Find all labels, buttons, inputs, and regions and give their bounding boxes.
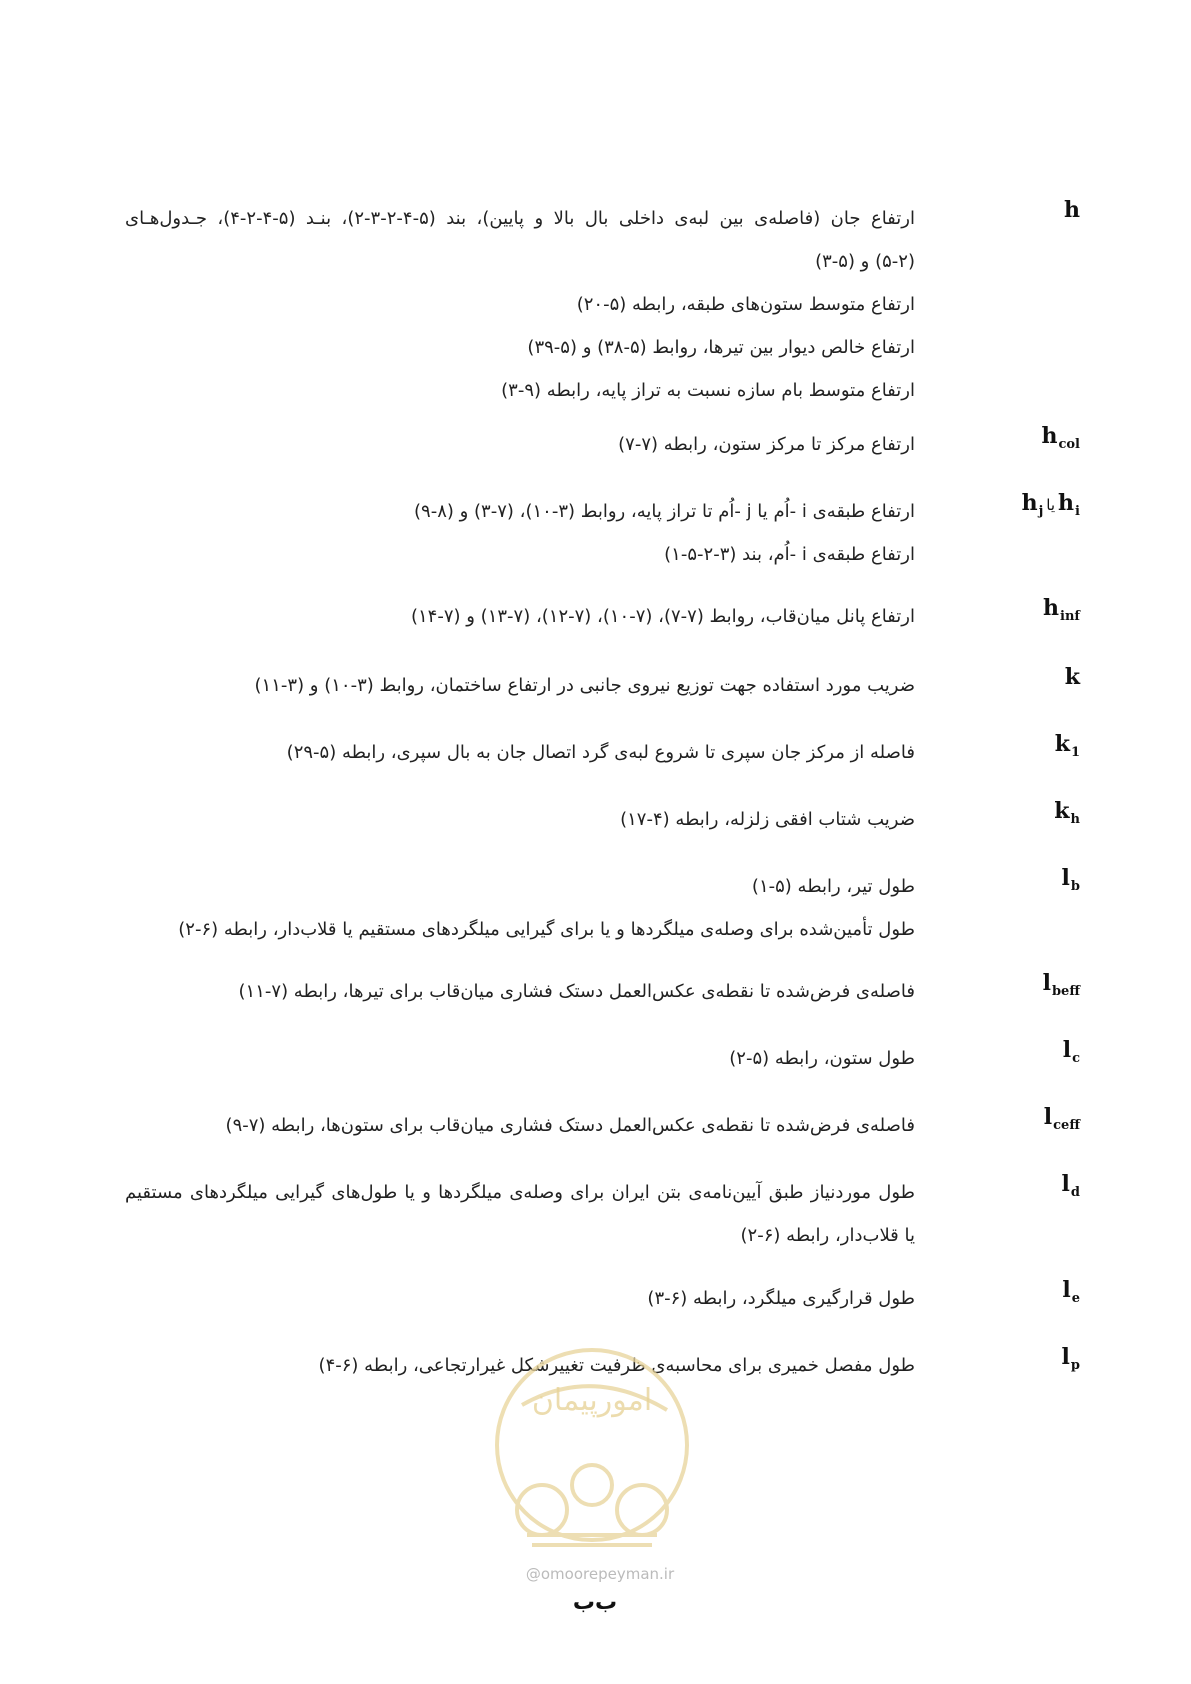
definition-line: ارتفاع خالص دیوار بین تیرها، روابط (۵-۳۸) و (۵-۳۹) <box>527 337 915 358</box>
definition <box>125 595 915 638</box>
symbol-entry <box>130 731 1080 791</box>
definition <box>125 1277 915 1320</box>
definition-line: ارتفاع پانل میان‌قاب، روابط (۷-۷)، (۷-۱۰)، (۷-۱۲)، (۷-۱۳) و (۷-۱۴) <box>410 606 915 627</box>
definition <box>125 664 915 707</box>
definition-line: ارتفاع مرکز تا مرکز ستون، رابطه (۷-۷) <box>618 434 915 455</box>
symbol: $k_h$ <box>1054 798 1080 827</box>
symbol-entry <box>130 595 1080 655</box>
symbol: $h_{inf}$ <box>1043 595 1080 624</box>
definition-line: ارتفاع طبقه‌ی i -اُم یا j -اُم تا تراز پایه، روابط (۳-۱۰)، (۷-۳) و (۸-۹) <box>413 501 915 522</box>
symbol-entry <box>130 664 1080 724</box>
watermark-site: @omoorepeyman.ir <box>525 1565 675 1583</box>
definition <box>125 423 915 466</box>
definition-line: (۵-۲) و (۵-۳) <box>815 251 915 272</box>
symbol: $l_d$ <box>1061 1171 1080 1200</box>
symbol: k <box>1064 664 1080 690</box>
definition <box>125 798 915 841</box>
definition-line: فاصله‌ی فرض‌شده تا نقطه‌ی عکس‌العمل دستک فشاری میان‌قاب برای ستون‌ها، رابطه (۷-۹) <box>225 1115 915 1136</box>
symbol-entry <box>130 798 1080 858</box>
definition-line: ارتفاع جان (فاصله‌ی بین لبه‌ی داخلی بال بالا و پایین)، بند (۵-۴-۲-۳-۲)، بنـد (۵-۴-۲-۴)، جـدول‌هـای <box>125 208 915 229</box>
symbol-entry <box>130 490 1080 565</box>
symbol-entry <box>130 1277 1080 1337</box>
symbol: $h_{col}$ <box>1041 423 1080 452</box>
symbol: $l_b$ <box>1061 865 1080 894</box>
definition-line: ضریب شتاب افقی زلزله، رابطه (۴-۱۷) <box>620 809 915 830</box>
definition-line: طول موردنیاز طبق آیین‌نامه‌ی بتن ایران برای وصله‌ی میلگردها و یا طول‌های گیرایی میلگردهای مستقیم <box>125 1182 915 1203</box>
definition <box>125 970 915 1013</box>
watermark-logo <box>482 1335 702 1575</box>
definition <box>125 1171 915 1257</box>
symbol-entry <box>125 197 1080 401</box>
symbol: $h_j$ یا $h_i$ <box>1021 490 1080 519</box>
definition-line: طول تأمین‌شده برای وصله‌ی میلگردها و یا برای گیرایی میلگردهای مستقیم یا قلاب‌دار، رابطه (۶-۲) <box>178 919 915 940</box>
definition-line: ارتفاع طبقه‌ی i -اُم، بند (۳-۲-۵-۱) <box>664 544 915 565</box>
page-number: ب‌ب <box>572 1590 618 1615</box>
definition-line: فاصله‌ی فرض‌شده تا نقطه‌ی عکس‌العمل دستک فشاری میان‌قاب برای تیرها، رابطه (۷-۱۱) <box>238 981 915 1002</box>
symbol-entry <box>130 423 1080 483</box>
symbol: $l_{beff}$ <box>1042 970 1080 999</box>
definition <box>125 1037 915 1080</box>
definition-line: طول مفصل خمیری برای محاسبه‌ی ظرفیت تغییرشکل غیرارتجاعی، رابطه (۶-۴) <box>318 1355 915 1376</box>
symbol: $l_e$ <box>1062 1277 1080 1306</box>
definition <box>125 865 915 951</box>
definition-line: ارتفاع متوسط ستون‌های طبقه، رابطه (۵-۲۰) <box>576 294 915 315</box>
symbol: $l_{ceff}$ <box>1043 1104 1080 1133</box>
symbol-entry <box>130 1037 1080 1097</box>
definition-line: یا قلاب‌دار، رابطه (۶-۲) <box>740 1225 915 1246</box>
definition <box>125 1104 915 1147</box>
definition-line: طول ستون، رابطه (۵-۲) <box>729 1048 915 1069</box>
symbol: h <box>1064 197 1080 223</box>
definition-line: فاصله از مرکز جان سپری تا شروع لبه‌ی گرد اتصال جان به بال سپری، رابطه (۵-۲۹) <box>286 742 915 763</box>
definition <box>125 731 915 774</box>
symbol-entry <box>130 865 1080 940</box>
definition-line: طول تیر، رابطه (۵-۱) <box>751 876 915 897</box>
definition-line: ضریب مورد استفاده جهت توزیع نیروی جانبی در ارتفاع ساختمان، روابط (۳-۱۰) و (۳-۱۱) <box>254 675 915 696</box>
symbol: $l_c$ <box>1062 1037 1080 1066</box>
symbol-entry <box>130 970 1080 1030</box>
symbol-entry <box>130 1104 1080 1164</box>
definition-line: طول قرارگیری میلگرد، رابطه (۶-۳) <box>647 1288 915 1309</box>
symbol-entry <box>125 1171 1080 1246</box>
definition <box>125 490 915 576</box>
definition-line: ارتفاع متوسط بام سازه نسبت به تراز پایه، رابطه (۹-۳) <box>501 380 915 401</box>
definition <box>125 197 915 412</box>
symbol: $l_p$ <box>1061 1344 1080 1373</box>
symbol: $k_1$ <box>1054 731 1080 760</box>
watermark-logo-text: امورپیمان <box>531 1383 653 1418</box>
